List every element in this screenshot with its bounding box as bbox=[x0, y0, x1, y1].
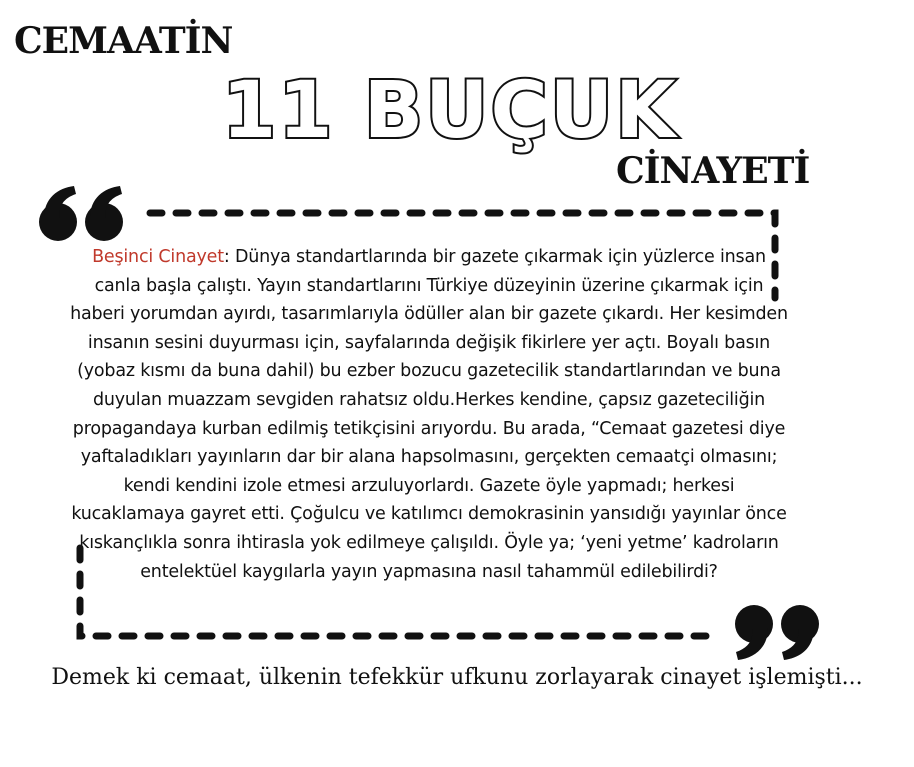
title-line-3: CİNAYETİ bbox=[616, 150, 810, 192]
quote-body bbox=[70, 243, 788, 586]
title-main: 11 BUÇUK bbox=[222, 66, 678, 156]
closing-line: Demek ki cemaat, ülkenin tefekkür ufkunu zorlayarak cinayet işlemişti... bbox=[51, 665, 863, 690]
quote-text: : Dünya standartlarında bir gazete çıkarmak için yüzlerce insan canla başla çalıştı. Yayın standartlarını Türkiye düzeyinin üzerine çıkarmak için haberi yorumdan ayırdı, tasarımlarıyla ödüller alan bir gazete çıkardı. Her kesimden insanın sesini duyurması için, sayfalarında değişik fikirlere yer açtı. Boyalı basın (yobaz kısmı da buna dahil) bu ezber bozucu gazetecilik standartlarından ve buna duyulan muazzam sevgiden rahatsız oldu.Herkes kendine, çapsız gazeteciliğin propagandaya kurban edilmiş tetikçisini arıyordu. Bu arada, “Cemaat gazetesi diye yaftaladıkları yayınların dar bir alana hapsolmasını, gerçekten cemaatçi olmasını; kendi kendini izole etmesi arzuluyorlardı. Gazete öyle yapmadı; herkesi kucaklamaya gayret etti. Çoğulcu ve katılımcı demokrasinin yansıdığı yayınlar önce kıskançlıkla sonra ihtirasla yok edilmeye çalışıldı. Öyle ya; ‘yeni yetme’ kadroların entelektüel kaygılarla yayın yapmasına nasıl tahammül edilebilirdi? bbox=[70, 247, 788, 582]
open-quote-icon bbox=[34, 178, 134, 248]
title-line-1: CEMAATİN bbox=[14, 20, 233, 62]
quote-label: Beşinci Cinayet bbox=[92, 247, 224, 267]
close-quote-icon bbox=[728, 600, 828, 670]
